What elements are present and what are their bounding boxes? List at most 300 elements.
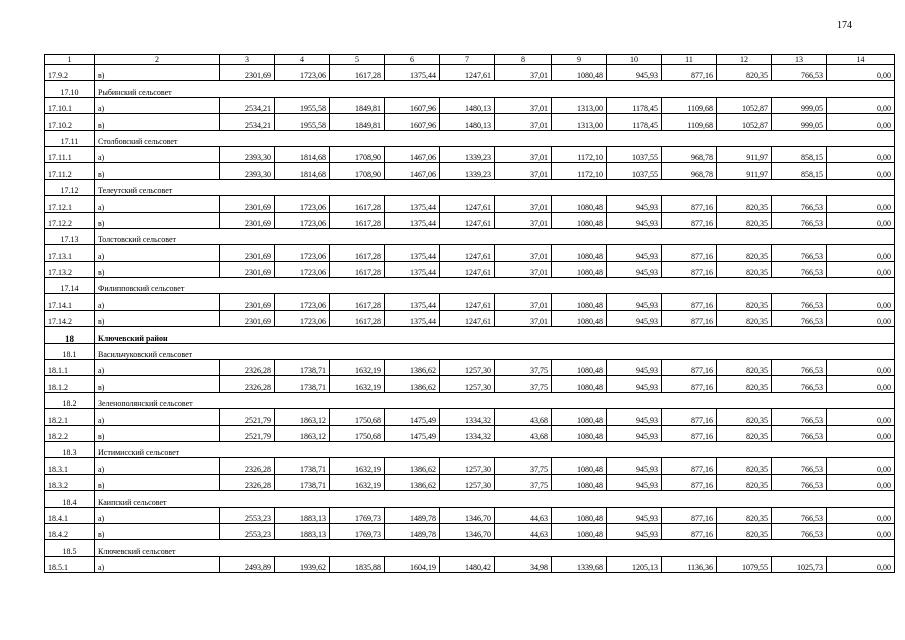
value-cell: 37,01 bbox=[495, 114, 552, 130]
value-cell: 1814,68 bbox=[275, 163, 330, 179]
value-cell: 2301,69 bbox=[220, 245, 275, 261]
value-cell: 1080,48 bbox=[552, 360, 607, 376]
column-number-cell: 4 bbox=[275, 55, 330, 65]
value-cell: 43,68 bbox=[495, 409, 552, 425]
section-title-cell: Каипский сельсовет bbox=[95, 491, 895, 507]
value-cell: 766,53 bbox=[772, 310, 827, 326]
value-cell: 1080,48 bbox=[552, 65, 607, 81]
section-title-cell: Телеутский сельсовет bbox=[95, 179, 895, 195]
value-cell: 877,16 bbox=[662, 360, 717, 376]
value-cell: 1080,48 bbox=[552, 245, 607, 261]
value-cell: 1467,06 bbox=[385, 163, 440, 179]
value-cell: 820,35 bbox=[717, 523, 772, 539]
value-cell: 0,00 bbox=[827, 507, 895, 523]
section-header-row bbox=[45, 343, 895, 359]
value-cell: 0,00 bbox=[827, 196, 895, 212]
section-header-row bbox=[45, 228, 895, 244]
value-cell: 2301,69 bbox=[220, 212, 275, 228]
row-code-cell: 18.3.2 bbox=[45, 474, 95, 490]
value-cell: 1607,96 bbox=[385, 114, 440, 130]
section-code-cell: 17.10 bbox=[45, 81, 95, 97]
table-row bbox=[45, 360, 895, 376]
value-cell: 877,16 bbox=[662, 474, 717, 490]
table-row bbox=[45, 261, 895, 277]
section-title-cell: Толстовский сельсовет bbox=[95, 228, 895, 244]
section-title-cell: Ключевский район bbox=[95, 327, 895, 343]
value-cell: 1080,48 bbox=[552, 376, 607, 392]
value-cell: 2301,69 bbox=[220, 294, 275, 310]
value-cell: 1080,48 bbox=[552, 458, 607, 474]
value-cell: 858,15 bbox=[772, 163, 827, 179]
value-cell: 820,35 bbox=[717, 360, 772, 376]
value-cell: 1339,23 bbox=[440, 146, 495, 162]
value-cell: 766,53 bbox=[772, 294, 827, 310]
section-code-cell: 18 bbox=[45, 327, 95, 343]
row-variant-cell: а) bbox=[95, 196, 220, 212]
section-code-cell: 18.3 bbox=[45, 441, 95, 457]
value-cell: 1814,68 bbox=[275, 146, 330, 162]
value-cell: 945,93 bbox=[607, 261, 662, 277]
value-cell: 37,01 bbox=[495, 65, 552, 81]
value-cell: 34,98 bbox=[495, 556, 552, 572]
value-cell: 877,16 bbox=[662, 261, 717, 277]
value-cell: 877,16 bbox=[662, 196, 717, 212]
value-cell: 968,78 bbox=[662, 163, 717, 179]
value-cell: 1257,30 bbox=[440, 474, 495, 490]
value-cell: 1247,61 bbox=[440, 212, 495, 228]
value-cell: 1247,61 bbox=[440, 310, 495, 326]
table-row bbox=[45, 65, 895, 81]
value-cell: 877,16 bbox=[662, 310, 717, 326]
value-cell: 0,00 bbox=[827, 212, 895, 228]
section-code-cell: 17.14 bbox=[45, 278, 95, 294]
value-cell: 1480,13 bbox=[440, 114, 495, 130]
value-cell: 945,93 bbox=[607, 212, 662, 228]
value-cell: 2301,69 bbox=[220, 261, 275, 277]
section-title-cell: Зеленополянский сельсовет bbox=[95, 392, 895, 408]
value-cell: 766,53 bbox=[772, 261, 827, 277]
row-variant-cell: а) bbox=[95, 360, 220, 376]
row-variant-cell: в) bbox=[95, 65, 220, 81]
value-cell: 1080,48 bbox=[552, 523, 607, 539]
value-cell: 945,93 bbox=[607, 409, 662, 425]
row-variant-cell: в) bbox=[95, 425, 220, 441]
value-cell: 945,93 bbox=[607, 245, 662, 261]
value-cell: 1708,90 bbox=[330, 163, 385, 179]
value-cell: 2493,89 bbox=[220, 556, 275, 572]
value-cell: 766,53 bbox=[772, 245, 827, 261]
value-cell: 945,93 bbox=[607, 65, 662, 81]
table-row bbox=[45, 97, 895, 113]
table-row bbox=[45, 212, 895, 228]
value-cell: 877,16 bbox=[662, 523, 717, 539]
value-cell: 1247,61 bbox=[440, 245, 495, 261]
value-cell: 1346,70 bbox=[440, 507, 495, 523]
row-variant-cell: а) bbox=[95, 97, 220, 113]
value-cell: 1052,87 bbox=[717, 97, 772, 113]
value-cell: 945,93 bbox=[607, 376, 662, 392]
value-cell: 37,01 bbox=[495, 163, 552, 179]
column-number-cell: 10 bbox=[607, 55, 662, 65]
value-cell: 911,97 bbox=[717, 163, 772, 179]
value-cell: 877,16 bbox=[662, 458, 717, 474]
section-title-cell: Васильчуковский сельсовет bbox=[95, 343, 895, 359]
table-row bbox=[45, 507, 895, 523]
value-cell: 1109,68 bbox=[662, 97, 717, 113]
row-code-cell: 17.10.2 bbox=[45, 114, 95, 130]
value-cell: 1723,06 bbox=[275, 310, 330, 326]
table-row bbox=[45, 245, 895, 261]
value-cell: 1386,62 bbox=[385, 474, 440, 490]
section-header-row bbox=[45, 392, 895, 408]
column-number-cell: 14 bbox=[827, 55, 895, 65]
value-cell: 37,75 bbox=[495, 360, 552, 376]
value-cell: 1617,28 bbox=[330, 196, 385, 212]
section-code-cell: 18.4 bbox=[45, 491, 95, 507]
value-cell: 945,93 bbox=[607, 425, 662, 441]
value-cell: 1313,00 bbox=[552, 97, 607, 113]
value-cell: 1617,28 bbox=[330, 65, 385, 81]
value-cell: 2301,69 bbox=[220, 65, 275, 81]
value-cell: 2534,21 bbox=[220, 114, 275, 130]
value-cell: 37,01 bbox=[495, 261, 552, 277]
value-cell: 37,01 bbox=[495, 294, 552, 310]
section-title-cell: Ключевский сельсовет bbox=[95, 540, 895, 556]
row-variant-cell: в) bbox=[95, 523, 220, 539]
value-cell: 1632,19 bbox=[330, 474, 385, 490]
value-cell: 1178,45 bbox=[607, 114, 662, 130]
value-cell: 0,00 bbox=[827, 310, 895, 326]
value-cell: 1375,44 bbox=[385, 196, 440, 212]
row-code-cell: 17.12.2 bbox=[45, 212, 95, 228]
row-variant-cell: а) bbox=[95, 556, 220, 572]
value-cell: 0,00 bbox=[827, 114, 895, 130]
value-cell: 820,35 bbox=[717, 376, 772, 392]
value-cell: 1247,61 bbox=[440, 196, 495, 212]
value-cell: 1080,48 bbox=[552, 212, 607, 228]
value-cell: 0,00 bbox=[827, 425, 895, 441]
value-cell: 1883,13 bbox=[275, 507, 330, 523]
value-cell: 820,35 bbox=[717, 245, 772, 261]
value-cell: 2393,30 bbox=[220, 163, 275, 179]
value-cell: 37,75 bbox=[495, 458, 552, 474]
row-variant-cell: в) bbox=[95, 212, 220, 228]
value-cell: 2393,30 bbox=[220, 146, 275, 162]
value-cell: 1632,19 bbox=[330, 458, 385, 474]
value-cell: 877,16 bbox=[662, 245, 717, 261]
value-cell: 1080,48 bbox=[552, 474, 607, 490]
value-cell: 766,53 bbox=[772, 196, 827, 212]
value-cell: 37,75 bbox=[495, 474, 552, 490]
row-variant-cell: а) bbox=[95, 294, 220, 310]
row-code-cell: 18.2.1 bbox=[45, 409, 95, 425]
value-cell: 0,00 bbox=[827, 261, 895, 277]
value-cell: 1723,06 bbox=[275, 261, 330, 277]
value-cell: 877,16 bbox=[662, 425, 717, 441]
value-cell: 1375,44 bbox=[385, 245, 440, 261]
row-variant-cell: в) bbox=[95, 163, 220, 179]
value-cell: 877,16 bbox=[662, 409, 717, 425]
value-cell: 766,53 bbox=[772, 360, 827, 376]
tariff-table bbox=[44, 54, 895, 573]
section-code-cell: 17.12 bbox=[45, 179, 95, 195]
row-variant-cell: а) bbox=[95, 409, 220, 425]
value-cell: 877,16 bbox=[662, 212, 717, 228]
value-cell: 1607,96 bbox=[385, 97, 440, 113]
value-cell: 1339,23 bbox=[440, 163, 495, 179]
table-row bbox=[45, 523, 895, 539]
value-cell: 1738,71 bbox=[275, 458, 330, 474]
value-cell: 1955,58 bbox=[275, 114, 330, 130]
table-row bbox=[45, 409, 895, 425]
value-cell: 1617,28 bbox=[330, 310, 385, 326]
value-cell: 1475,49 bbox=[385, 425, 440, 441]
value-cell: 1080,48 bbox=[552, 507, 607, 523]
value-cell: 1375,44 bbox=[385, 310, 440, 326]
value-cell: 1037,55 bbox=[607, 146, 662, 162]
value-cell: 999,05 bbox=[772, 97, 827, 113]
value-cell: 1339,68 bbox=[552, 556, 607, 572]
value-cell: 1939,62 bbox=[275, 556, 330, 572]
row-variant-cell: в) bbox=[95, 114, 220, 130]
row-variant-cell: а) bbox=[95, 458, 220, 474]
row-code-cell: 18.5.1 bbox=[45, 556, 95, 572]
page-number: 174 bbox=[837, 20, 852, 31]
table-row bbox=[45, 474, 895, 490]
value-cell: 1080,48 bbox=[552, 409, 607, 425]
value-cell: 1738,71 bbox=[275, 376, 330, 392]
column-number-row bbox=[45, 55, 895, 65]
value-cell: 1375,44 bbox=[385, 294, 440, 310]
value-cell: 2301,69 bbox=[220, 310, 275, 326]
table-row bbox=[45, 114, 895, 130]
column-number-cell: 7 bbox=[440, 55, 495, 65]
value-cell: 766,53 bbox=[772, 409, 827, 425]
value-cell: 2326,28 bbox=[220, 458, 275, 474]
value-cell: 1136,36 bbox=[662, 556, 717, 572]
row-code-cell: 17.12.1 bbox=[45, 196, 95, 212]
table-row bbox=[45, 294, 895, 310]
value-cell: 1723,06 bbox=[275, 245, 330, 261]
value-cell: 37,75 bbox=[495, 376, 552, 392]
value-cell: 0,00 bbox=[827, 65, 895, 81]
value-cell: 820,35 bbox=[717, 507, 772, 523]
value-cell: 1079,55 bbox=[717, 556, 772, 572]
value-cell: 945,93 bbox=[607, 360, 662, 376]
value-cell: 820,35 bbox=[717, 409, 772, 425]
value-cell: 1172,10 bbox=[552, 163, 607, 179]
section-title-cell: Столбовский сельсовет bbox=[95, 130, 895, 146]
value-cell: 1489,78 bbox=[385, 507, 440, 523]
value-cell: 1489,78 bbox=[385, 523, 440, 539]
value-cell: 1386,62 bbox=[385, 360, 440, 376]
value-cell: 1750,68 bbox=[330, 425, 385, 441]
value-cell: 1835,88 bbox=[330, 556, 385, 572]
row-code-cell: 17.9.2 bbox=[45, 65, 95, 81]
value-cell: 877,16 bbox=[662, 376, 717, 392]
section-code-cell: 18.2 bbox=[45, 392, 95, 408]
value-cell: 1346,70 bbox=[440, 523, 495, 539]
value-cell: 1475,49 bbox=[385, 409, 440, 425]
value-cell: 1080,48 bbox=[552, 310, 607, 326]
value-cell: 1247,61 bbox=[440, 261, 495, 277]
value-cell: 1863,12 bbox=[275, 409, 330, 425]
value-cell: 1750,68 bbox=[330, 409, 385, 425]
section-title-cell: Истимисский сельсовет bbox=[95, 441, 895, 457]
value-cell: 2326,28 bbox=[220, 474, 275, 490]
value-cell: 1617,28 bbox=[330, 261, 385, 277]
value-cell: 1257,30 bbox=[440, 360, 495, 376]
section-header-row bbox=[45, 441, 895, 457]
value-cell: 0,00 bbox=[827, 376, 895, 392]
value-cell: 0,00 bbox=[827, 523, 895, 539]
table-row bbox=[45, 163, 895, 179]
row-code-cell: 17.13.1 bbox=[45, 245, 95, 261]
value-cell: 820,35 bbox=[717, 261, 772, 277]
table-row bbox=[45, 146, 895, 162]
value-cell: 0,00 bbox=[827, 360, 895, 376]
value-cell: 1467,06 bbox=[385, 146, 440, 162]
value-cell: 1632,19 bbox=[330, 376, 385, 392]
value-cell: 1863,12 bbox=[275, 425, 330, 441]
row-variant-cell: а) bbox=[95, 245, 220, 261]
value-cell: 37,01 bbox=[495, 212, 552, 228]
section-header-row bbox=[45, 81, 895, 97]
row-code-cell: 18.3.1 bbox=[45, 458, 95, 474]
value-cell: 2534,21 bbox=[220, 97, 275, 113]
value-cell: 0,00 bbox=[827, 294, 895, 310]
value-cell: 2301,69 bbox=[220, 196, 275, 212]
district-header-row bbox=[45, 327, 895, 343]
section-code-cell: 17.13 bbox=[45, 228, 95, 244]
value-cell: 1037,55 bbox=[607, 163, 662, 179]
value-cell: 1052,87 bbox=[717, 114, 772, 130]
value-cell: 0,00 bbox=[827, 245, 895, 261]
section-header-row bbox=[45, 130, 895, 146]
column-number-cell: 11 bbox=[662, 55, 717, 65]
value-cell: 1334,32 bbox=[440, 425, 495, 441]
value-cell: 877,16 bbox=[662, 507, 717, 523]
value-cell: 1334,32 bbox=[440, 409, 495, 425]
row-variant-cell: в) bbox=[95, 376, 220, 392]
value-cell: 766,53 bbox=[772, 376, 827, 392]
value-cell: 1080,48 bbox=[552, 196, 607, 212]
value-cell: 0,00 bbox=[827, 556, 895, 572]
value-cell: 1632,19 bbox=[330, 360, 385, 376]
value-cell: 1375,44 bbox=[385, 212, 440, 228]
value-cell: 0,00 bbox=[827, 163, 895, 179]
value-cell: 1247,61 bbox=[440, 65, 495, 81]
value-cell: 766,53 bbox=[772, 65, 827, 81]
column-number-cell: 12 bbox=[717, 55, 772, 65]
value-cell: 820,35 bbox=[717, 474, 772, 490]
value-cell: 37,01 bbox=[495, 196, 552, 212]
value-cell: 877,16 bbox=[662, 65, 717, 81]
row-code-cell: 18.4.2 bbox=[45, 523, 95, 539]
value-cell: 1604,19 bbox=[385, 556, 440, 572]
table-row bbox=[45, 376, 895, 392]
value-cell: 1955,58 bbox=[275, 97, 330, 113]
value-cell: 945,93 bbox=[607, 294, 662, 310]
value-cell: 766,53 bbox=[772, 458, 827, 474]
row-variant-cell: в) bbox=[95, 474, 220, 490]
value-cell: 43,68 bbox=[495, 425, 552, 441]
value-cell: 1375,44 bbox=[385, 65, 440, 81]
column-number-cell: 8 bbox=[495, 55, 552, 65]
value-cell: 0,00 bbox=[827, 458, 895, 474]
table-row bbox=[45, 310, 895, 326]
table-row bbox=[45, 196, 895, 212]
value-cell: 766,53 bbox=[772, 507, 827, 523]
value-cell: 1849,81 bbox=[330, 114, 385, 130]
section-title-cell: Рыбинский сельсовет bbox=[95, 81, 895, 97]
value-cell: 1769,73 bbox=[330, 523, 385, 539]
value-cell: 0,00 bbox=[827, 146, 895, 162]
value-cell: 945,93 bbox=[607, 196, 662, 212]
value-cell: 1769,73 bbox=[330, 507, 385, 523]
column-number-cell: 5 bbox=[330, 55, 385, 65]
section-code-cell: 17.11 bbox=[45, 130, 95, 146]
row-code-cell: 18.1.1 bbox=[45, 360, 95, 376]
value-cell: 37,01 bbox=[495, 97, 552, 113]
value-cell: 37,01 bbox=[495, 146, 552, 162]
row-variant-cell: а) bbox=[95, 146, 220, 162]
value-cell: 1708,90 bbox=[330, 146, 385, 162]
row-variant-cell: в) bbox=[95, 310, 220, 326]
section-header-row bbox=[45, 179, 895, 195]
value-cell: 945,93 bbox=[607, 523, 662, 539]
row-variant-cell: в) bbox=[95, 261, 220, 277]
value-cell: 766,53 bbox=[772, 474, 827, 490]
value-cell: 945,93 bbox=[607, 310, 662, 326]
column-number-cell: 9 bbox=[552, 55, 607, 65]
row-code-cell: 18.2.2 bbox=[45, 425, 95, 441]
value-cell: 820,35 bbox=[717, 310, 772, 326]
value-cell: 945,93 bbox=[607, 474, 662, 490]
value-cell: 968,78 bbox=[662, 146, 717, 162]
column-number-cell: 1 bbox=[45, 55, 95, 65]
value-cell: 1080,48 bbox=[552, 294, 607, 310]
value-cell: 1080,48 bbox=[552, 261, 607, 277]
value-cell: 44,63 bbox=[495, 507, 552, 523]
value-cell: 1723,06 bbox=[275, 65, 330, 81]
value-cell: 1723,06 bbox=[275, 294, 330, 310]
value-cell: 0,00 bbox=[827, 474, 895, 490]
row-code-cell: 18.1.2 bbox=[45, 376, 95, 392]
value-cell: 2553,23 bbox=[220, 507, 275, 523]
value-cell: 1480,42 bbox=[440, 556, 495, 572]
value-cell: 2521,79 bbox=[220, 425, 275, 441]
value-cell: 1738,71 bbox=[275, 474, 330, 490]
value-cell: 1025,73 bbox=[772, 556, 827, 572]
value-cell: 1205,13 bbox=[607, 556, 662, 572]
value-cell: 1849,81 bbox=[330, 97, 385, 113]
value-cell: 1738,71 bbox=[275, 360, 330, 376]
value-cell: 1723,06 bbox=[275, 212, 330, 228]
value-cell: 0,00 bbox=[827, 409, 895, 425]
value-cell: 766,53 bbox=[772, 212, 827, 228]
value-cell: 1080,48 bbox=[552, 425, 607, 441]
column-number-cell: 3 bbox=[220, 55, 275, 65]
value-cell: 1375,44 bbox=[385, 261, 440, 277]
value-cell: 0,00 bbox=[827, 97, 895, 113]
value-cell: 820,35 bbox=[717, 65, 772, 81]
section-header-row bbox=[45, 540, 895, 556]
value-cell: 1257,30 bbox=[440, 458, 495, 474]
value-cell: 1313,00 bbox=[552, 114, 607, 130]
section-header-row bbox=[45, 278, 895, 294]
value-cell: 945,93 bbox=[607, 458, 662, 474]
